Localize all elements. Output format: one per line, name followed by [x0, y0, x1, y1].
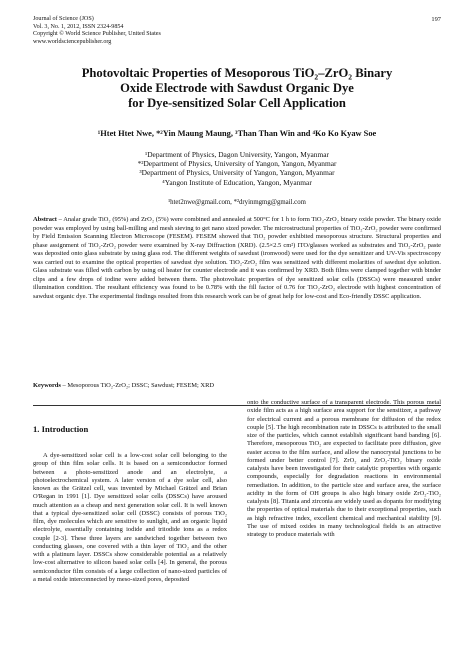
keywords-text: – Mesoporous TiO₂-ZrO₂; DSSC; Sawdust; FESEM; XRD: [60, 382, 215, 389]
abstract: [33, 216, 441, 301]
abstract-label: Abstract: [33, 216, 57, 223]
title-line-1: Photovoltaic Properties of Mesoporous TiO₂–ZrO₂ Binary: [81, 66, 393, 80]
affiliation-3: ³Department of Physics, University of Yangon, Yangon, Myanmar: [139, 168, 335, 178]
journal-volume: Vol. 3, No. 1, 2012, ISSN 2324-9854: [33, 23, 124, 30]
section-heading: 1. Introduction: [33, 424, 89, 434]
author-emails: ¹htet2nwe@gmail.com, *²dryinmgmg@gmail.com: [168, 199, 306, 206]
keywords-label: Keywords: [33, 382, 61, 389]
intro-left-column: A dye-sensitized solar cell is a low-cost solar cell belonging to the group of thin film solar cells. It is based on a semiconductor formed between a photo-sensitized anode and an electrolyte, a photoelectrochemical system. A later version of a dye solar cell, also known as the Grätzel cell, was invented by Michael Grätzel and Brian O'Regan in 1991 [1]. Dye sensitized solar cells (DSSCs) have aroused much attention as a cheap and next generation solar cell. It is well known that a typical dye-sensitized solar cell (DSSC) consists of porous TiO₂ film, dye molecules which are sensitive to sunlight, and an organic liquid electrolyte, essentially containing iodide and triiodide ions as a redox couple [2-3]. These three layers are sandwiched together between two conducting glasses, one covered with a thin layer of TiO₂ and the other with a platinum layer. DSSCs show considerable potential as a relatively low-cost alternative to silicon based solar cells [4]. In general, the porous semiconductor film consists of a large collection of nano-sized particles of a metal oxide interconnected by meso-sized pores, deposited: [33, 452, 227, 583]
affiliation-4: ⁴Yangon Institute of Education, Yangon, Myanmar: [162, 177, 312, 187]
affiliation-2: *²Department of Physics, University of Yangon, Yangon, Myanmar: [137, 159, 337, 169]
journal-website[interactable]: www.worldsciencepublisher.org: [33, 38, 112, 45]
affiliations: [30, 150, 444, 187]
journal-copyright: Copyright © World Science Publisher, United States: [33, 31, 161, 37]
author-list: ¹Htet Htet Nwe, *²Yin Maung Maung, ³Than Than Win and ⁴Ko Ko Kyaw Soe: [97, 129, 377, 138]
abstract-text: – Analar grade TiO₂ (95%) and ZrO₂ (5%) were combined and annealed at 500°C for 1 h to form TiO₂-ZrO₂ binary oxide powder. The binary oxide powder was employed by using ball-milling and mesh sieving to get nano sized powder. The microstructural properties of TiO₂-ZrO₂ powder were confirmed by Field Emission Scanning Electron Microscope (FESEM). FESEM showed that TiO₂ powder exhibited mesoporous structure. Structural properties and phase assignment of TiO₂-ZrO₂ powder were examined by X-ray Diffraction (XRD). (2.5×2.5 cm²) ITO/glasses worked as substrates and TiO₂-ZrO₂ paste was deposited onto glass substrate by using glass rod. The different weights of sawdust (ironwood) were used for the dye sensitizer and UV-Vis spectroscopy was carried out to examine the optical properties of sawdust dye solution. TiO₂-ZrO₂ film was sensitized with different molarities of sawdust dye solution. Glass substrate was filled with carbon by using oil heater for counter electrode and it was confirmed by XRD. Both films were clamped together with binder clips and a few drops of iodine were added between them. The photovoltaic properties of dye sensitized solar cells (DSSCs) were measured under illumination condition. The resultant efficiency was found to be 0.78% with the fill factor of 0.76 for TiO₂-ZrO₂ electrode with highest concentration of sawdust organic dye. The experimental findings resulted from this research work can be of great help for low-cost and Eco-friendly DSSC application.: [33, 216, 441, 300]
journal-name: Journal of Science (JOS): [33, 16, 94, 22]
title-line-3: for Dye-sensitized Solar Cell Application: [128, 96, 346, 111]
keywords: [33, 382, 441, 389]
intro-right-column: onto the conductive surface of a transparent electrode. This porous metal oxide film acts as a high surface area support for the sensitizer, a pathway for electrical current and a porous membrane for diffusion of the redox couple [5]. The high recombination rate in DSSCs is attributed to the small size of the particles, which cannot establish significant band banding [6]. Therefore, mesoporous TiO₂ are expected to facilitate pore diffusion, give easier access to the film surface, and allow the nanocrystal junctions to be formed under better control [7]. ZrO₂ and ZrO₂-TiO₂ binary oxide catalysts have been investigated for their catalytic properties with organic compounds, especially for degradation reactions in environmental remediation. In addition, to the particle size and surface area, the surface acidity in the form of OH groups is also high binary oxide ZrO₂-TiO₂ catalysts [8]. Titania and zirconia are widely used as dopants for modifying the properties of optical materials due to their exceptional properties, such as high refractive index, excellent chemical and mechanical stability [9]. The use of mixed oxides in many technological fields is an attractive strategy to produce materials with: [247, 399, 441, 538]
journal-header: [33, 16, 161, 46]
title-line-2: Oxide Electrode with Sawdust Organic Dye: [120, 81, 354, 96]
paper-title: [30, 66, 444, 112]
affiliation-1: ¹Department of Physics, Dagon University, Yangon, Myanmar: [144, 150, 329, 159]
page-number: 197: [431, 16, 441, 23]
